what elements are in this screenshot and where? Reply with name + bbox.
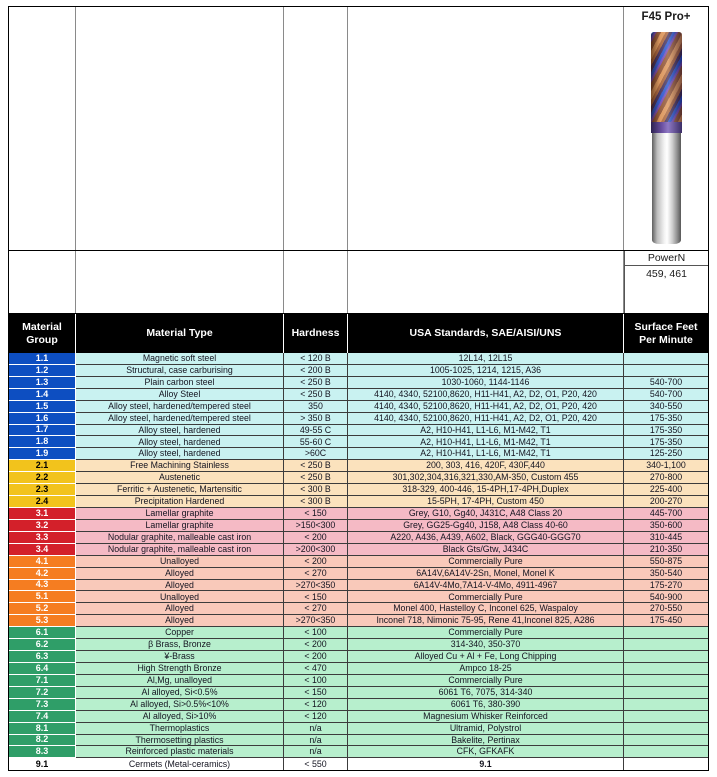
hardness-cell: < 200 <box>284 532 348 544</box>
material-type-cell: Al alloyed, Si>10% <box>76 711 284 723</box>
grid-cell-empty <box>76 251 284 313</box>
material-group-badge: 4.2 <box>9 568 76 580</box>
col-header-hardness: Hardness <box>284 314 348 353</box>
standards-cell: Commercially Pure <box>348 627 624 639</box>
material-group-badge: 1.5 <box>9 401 76 413</box>
hardness-cell: < 300 B <box>284 484 348 496</box>
material-type-cell: Alloy steel, hardened <box>76 448 284 460</box>
material-type-cell: Thermoplastics <box>76 723 284 735</box>
material-type-cell: Alloy Steel <box>76 389 284 401</box>
table-row <box>9 651 708 663</box>
material-type-cell: Alloy steel, hardened/tempered steel <box>76 401 284 413</box>
table-row <box>9 484 708 496</box>
material-group-badge: 8.1 <box>9 723 76 735</box>
material-group-badge: 8.3 <box>9 746 76 758</box>
surface-feet-cell: 540-700 <box>624 377 708 389</box>
hardness-cell: >60C <box>284 448 348 460</box>
end-mill-shank <box>652 133 681 244</box>
material-group-badge: 6.4 <box>9 663 76 675</box>
hardness-cell: >270<350 <box>284 615 348 627</box>
hardness-cell: < 150 <box>284 591 348 603</box>
col-header-surface-feet: Surface Feet Per Minute <box>634 321 698 346</box>
end-mill-flutes <box>651 32 682 122</box>
hardness-cell: 350 <box>284 401 348 413</box>
table-row <box>9 699 708 711</box>
material-group-badge: 3.2 <box>9 520 76 532</box>
hardness-cell: < 550 <box>284 758 348 770</box>
hardness-cell: n/a <box>284 746 348 758</box>
surface-feet-cell: 310-445 <box>624 532 708 544</box>
hardness-cell: >270<350 <box>284 580 348 592</box>
standards-cell: 6A14V-4Mo,7A14-V-4Mo, 4911-4967 <box>348 580 624 592</box>
surface-feet-cell: 270-550 <box>624 603 708 615</box>
end-mill-cutter-photo <box>651 32 682 244</box>
material-group-badge: 1.9 <box>9 448 76 460</box>
surface-feet-cell: 225-400 <box>624 484 708 496</box>
material-type-cell: Al,Mg, unalloyed <box>76 675 284 687</box>
hardness-cell: < 250 B <box>284 472 348 484</box>
grid-cell-empty <box>9 251 76 313</box>
material-table-body <box>9 353 708 770</box>
material-group-badge: 3.4 <box>9 544 76 556</box>
grid-cell-empty <box>76 7 284 250</box>
hardness-cell: < 100 <box>284 627 348 639</box>
standards-cell: A220, A436, A439, A602, Black, GGG40-GGG70 <box>348 532 624 544</box>
surface-feet-cell <box>624 687 708 699</box>
surface-feet-cell: 340-1,100 <box>624 460 708 472</box>
surface-feet-cell <box>624 735 708 747</box>
material-type-cell: Structural, case carburising <box>76 365 284 377</box>
table-row <box>9 627 708 639</box>
standards-cell: A2, H10-H41, L1-L6, M1-M42, T1 <box>348 436 624 448</box>
standards-cell: Grey, GG25-Gg40, J158, A48 Class 40-60 <box>348 520 624 532</box>
material-type-cell: Alloyed <box>76 580 284 592</box>
standards-cell: Magnesium Whisker Reinforced <box>348 711 624 723</box>
tool-series-label: F45 Pro+ <box>641 11 691 23</box>
material-type-cell: Unalloyed <box>76 591 284 603</box>
material-type-cell: Free Machining Stainless <box>76 460 284 472</box>
surface-feet-cell: 340-550 <box>624 401 708 413</box>
standards-cell: 314-340, 350-370 <box>348 639 624 651</box>
material-type-cell: Al alloyed, Si<0.5% <box>76 687 284 699</box>
table-row <box>9 401 708 413</box>
material-type-cell: Thermosetting plastics <box>76 735 284 747</box>
col-header-material-group: Material Group <box>9 314 76 353</box>
table-row <box>9 663 708 675</box>
hardness-cell: < 250 B <box>284 377 348 389</box>
material-group-badge: 3.1 <box>9 508 76 520</box>
surface-feet-cell: 350-600 <box>624 520 708 532</box>
surface-feet-cell: 350-540 <box>624 568 708 580</box>
surface-feet-cell: 175-350 <box>624 425 708 437</box>
material-type-cell: Lamellar graphite <box>76 520 284 532</box>
surface-feet-cell: 445-700 <box>624 508 708 520</box>
standards-cell: 318-329, 400-446, 15-4PH,17-4PH,Duplex <box>348 484 624 496</box>
material-type-cell: Alloyed <box>76 603 284 615</box>
hardness-cell: < 200 <box>284 639 348 651</box>
table-row <box>9 425 708 437</box>
material-group-badge: 6.1 <box>9 627 76 639</box>
material-type-cell: Alloy steel, hardened <box>76 436 284 448</box>
hardness-cell: >150<300 <box>284 520 348 532</box>
surface-feet-cell: 175-350 <box>624 413 708 425</box>
hardness-cell: < 250 B <box>284 389 348 401</box>
material-type-cell: High Strength Bronze <box>76 663 284 675</box>
table-row <box>9 448 708 460</box>
col-header-material-type: Material Type <box>76 314 284 353</box>
hardness-cell: >200<300 <box>284 544 348 556</box>
standards-cell: Inconel 718, Nimonic 75-95, Rene 41,Inconel 825, A286 <box>348 615 624 627</box>
standards-cell: 12L14, 12L15 <box>348 353 624 365</box>
table-row <box>9 711 708 723</box>
edp-numbers: 459, 461 <box>646 267 687 280</box>
material-group-badge: 1.6 <box>9 413 76 425</box>
material-group-badge: 1.7 <box>9 425 76 437</box>
material-type-cell: ¥-Brass <box>76 651 284 663</box>
standards-cell: Bakelite, Pertinax <box>348 735 624 747</box>
material-type-cell: Austenetic <box>76 472 284 484</box>
material-type-cell: Nodular graphite, malleable cast iron <box>76 544 284 556</box>
material-type-cell: β Brass, Bronze <box>76 639 284 651</box>
material-group-badge: 4.3 <box>9 580 76 592</box>
material-group-badge: 1.1 <box>9 353 76 365</box>
hardness-cell: < 200 B <box>284 365 348 377</box>
standards-cell: 4140, 4340, 52100,8620, H11-H41, A2, D2, O1, P20, 420 <box>348 401 624 413</box>
hardness-cell: > 350 B <box>284 413 348 425</box>
surface-feet-cell <box>624 746 708 758</box>
material-type-cell: Alloy steel, hardened <box>76 425 284 437</box>
standards-cell: 301,302,304,316,321,330,AM-350, Custom 455 <box>348 472 624 484</box>
surface-feet-cell: 540-700 <box>624 389 708 401</box>
material-group-badge: 7.1 <box>9 675 76 687</box>
hardness-cell: < 120 <box>284 699 348 711</box>
material-type-cell: Copper <box>76 627 284 639</box>
material-group-badge: 2.1 <box>9 460 76 472</box>
table-row <box>9 508 708 520</box>
surface-feet-cell: 125-250 <box>624 448 708 460</box>
hardness-cell: 55-60 C <box>284 436 348 448</box>
surface-feet-cell <box>624 627 708 639</box>
standards-cell: Commercially Pure <box>348 591 624 603</box>
surface-feet-cell: 540-900 <box>624 591 708 603</box>
table-row <box>9 520 708 532</box>
standards-cell: 6061 T6, 380-390 <box>348 699 624 711</box>
standards-cell: 6A14V,6A14V-2Sn, Monel, Monel K <box>348 568 624 580</box>
table-row <box>9 377 708 389</box>
standards-cell: 4140, 4340, 52100,8620, H11-H41, A2, D2, O1, P20, 420 <box>348 413 624 425</box>
material-group-badge: 7.4 <box>9 711 76 723</box>
standards-cell: A2, H10-H41, L1-L6, M1-M42, T1 <box>348 425 624 437</box>
table-row <box>9 413 708 425</box>
material-group-badge: 1.8 <box>9 436 76 448</box>
surface-feet-cell <box>624 365 708 377</box>
standards-cell: Commercially Pure <box>348 675 624 687</box>
surface-feet-cell: 210-350 <box>624 544 708 556</box>
grid-cell-empty <box>284 251 348 313</box>
grid-cell-empty <box>348 251 624 313</box>
table-row <box>9 591 708 603</box>
material-type-cell: Alloyed <box>76 615 284 627</box>
material-group-badge: 2.4 <box>9 496 76 508</box>
material-group-badge: 2.3 <box>9 484 76 496</box>
hardness-cell: < 100 <box>284 675 348 687</box>
geometry-name: PowerN <box>625 251 708 266</box>
hardness-cell: < 120 B <box>284 353 348 365</box>
table-row <box>9 580 708 592</box>
standards-cell: Alloyed Cu + Al + Fe, Long Chipping <box>348 651 624 663</box>
table-row <box>9 472 708 484</box>
grid-cell-empty <box>9 7 76 250</box>
tool-id-box <box>624 251 708 313</box>
standards-cell: Monel 400, Hastelloy C, Inconel 625, Waspaloy <box>348 603 624 615</box>
table-row <box>9 675 708 687</box>
surface-feet-cell <box>624 723 708 735</box>
tool-column <box>624 7 708 250</box>
standards-cell: 6061 T6, 7075, 314-340 <box>348 687 624 699</box>
hardness-cell: < 470 <box>284 663 348 675</box>
material-type-cell: Al alloyed, Si>0.5%<10% <box>76 699 284 711</box>
tool-name-band <box>9 250 708 313</box>
table-row <box>9 532 708 544</box>
material-type-cell: Alloyed <box>76 568 284 580</box>
end-mill-neck-band <box>651 122 682 133</box>
surface-feet-cell <box>624 651 708 663</box>
material-group-badge: 6.3 <box>9 651 76 663</box>
table-row <box>9 735 708 747</box>
table-row <box>9 639 708 651</box>
table-row <box>9 544 708 556</box>
material-group-badge: 3.3 <box>9 532 76 544</box>
table-row <box>9 460 708 472</box>
standards-cell: 1030-1060, 1144-1146 <box>348 377 624 389</box>
material-type-cell: Lamellar graphite <box>76 508 284 520</box>
table-row <box>9 746 708 758</box>
standards-cell: Ultramid, Polystrol <box>348 723 624 735</box>
surface-feet-cell: 200-270 <box>624 496 708 508</box>
material-group-badge: 1.3 <box>9 377 76 389</box>
table-header <box>9 313 708 353</box>
material-type-cell: Ferritic + Austenetic, Martensitic <box>76 484 284 496</box>
table-row <box>9 365 708 377</box>
hardness-cell: < 250 B <box>284 460 348 472</box>
grid-cell-empty <box>284 7 348 250</box>
standards-cell: CFK, GFKAFK <box>348 746 624 758</box>
surface-feet-cell: 550-875 <box>624 556 708 568</box>
hardness-cell: < 120 <box>284 711 348 723</box>
material-type-cell: Nodular graphite, malleable cast iron <box>76 532 284 544</box>
material-type-cell: Precipitation Hardened <box>76 496 284 508</box>
hardness-cell: < 150 <box>284 508 348 520</box>
material-type-cell: Alloy steel, hardened/tempered steel <box>76 413 284 425</box>
table-row <box>9 723 708 735</box>
surface-feet-cell: 175-450 <box>624 615 708 627</box>
table-row <box>9 436 708 448</box>
material-group-badge: 7.3 <box>9 699 76 711</box>
standards-cell: Grey, G10, Gg40, J431C, A48 Class 20 <box>348 508 624 520</box>
material-type-cell: Reinforced plastic materials <box>76 746 284 758</box>
surface-feet-cell <box>624 663 708 675</box>
hardness-cell: n/a <box>284 735 348 747</box>
standards-cell: 15-5PH, 17-4PH, Custom 450 <box>348 496 624 508</box>
table-row <box>9 615 708 627</box>
surface-feet-cell <box>624 711 708 723</box>
hardness-cell: < 300 B <box>284 496 348 508</box>
material-type-cell: Plain carbon steel <box>76 377 284 389</box>
material-group-badge: 8.2 <box>9 735 76 747</box>
table-row <box>9 389 708 401</box>
hardness-cell: < 270 <box>284 603 348 615</box>
hardness-cell: < 270 <box>284 568 348 580</box>
table-row <box>9 603 708 615</box>
hardness-cell: 49-55 C <box>284 425 348 437</box>
surface-feet-cell <box>624 675 708 687</box>
material-group-badge: 1.4 <box>9 389 76 401</box>
surface-feet-cell: 270-800 <box>624 472 708 484</box>
material-group-badge: 5.2 <box>9 603 76 615</box>
standards-cell: Commercially Pure <box>348 556 624 568</box>
material-group-badge: 6.2 <box>9 639 76 651</box>
material-group-badge: 1.2 <box>9 365 76 377</box>
surface-feet-cell <box>624 758 708 770</box>
material-group-badge: 5.3 <box>9 615 76 627</box>
table-row <box>9 556 708 568</box>
standards-cell: A2, H10-H41, L1-L6, M1-M42, T1 <box>348 448 624 460</box>
surface-feet-cell <box>624 699 708 711</box>
material-group-badge: 7.2 <box>9 687 76 699</box>
hardness-cell: n/a <box>284 723 348 735</box>
material-type-cell: Cermets (Metal-ceramics) <box>76 758 284 770</box>
material-group-badge: 5.1 <box>9 591 76 603</box>
table-row <box>9 353 708 365</box>
material-type-cell: Unalloyed <box>76 556 284 568</box>
material-group-badge: 2.2 <box>9 472 76 484</box>
table-row <box>9 568 708 580</box>
surface-feet-cell: 175-270 <box>624 580 708 592</box>
material-type-cell: Magnetic soft steel <box>76 353 284 365</box>
standards-cell: 200, 303, 416, 420F, 430F,440 <box>348 460 624 472</box>
surface-feet-cell: 175-350 <box>624 436 708 448</box>
machining-data-sheet <box>8 6 709 771</box>
grid-cell-empty <box>348 7 624 250</box>
table-row <box>9 496 708 508</box>
material-group-badge: 4.1 <box>9 556 76 568</box>
col-header-standards: USA Standards, SAE/AISI/UNS <box>348 314 624 353</box>
table-row <box>9 687 708 699</box>
hardness-cell: < 150 <box>284 687 348 699</box>
standards-cell: Ampco 18-25 <box>348 663 624 675</box>
table-row <box>9 758 708 770</box>
surface-feet-cell <box>624 353 708 365</box>
standards-cell: Black Gts/Gtw, J434C <box>348 544 624 556</box>
standards-cell: 4140, 4340, 52100,8620, H11-H41, A2, D2, O1, P20, 420 <box>348 389 624 401</box>
hardness-cell: < 200 <box>284 651 348 663</box>
material-group-badge: 9.1 <box>9 758 76 770</box>
standards-cell: 9.1 <box>348 758 624 770</box>
hardness-cell: < 200 <box>284 556 348 568</box>
standards-cell: 1005-1025, 1214, 1215, A36 <box>348 365 624 377</box>
tool-image-band <box>9 7 708 250</box>
surface-feet-cell <box>624 639 708 651</box>
